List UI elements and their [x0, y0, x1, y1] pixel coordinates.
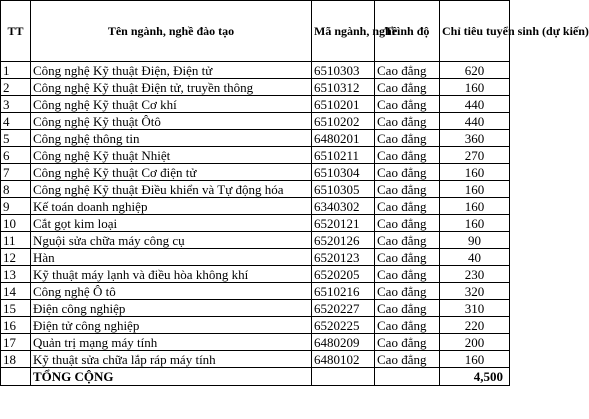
row-number: 12 — [1, 249, 31, 266]
enrollment-quota: 440 — [440, 96, 510, 113]
table-row — [1, 62, 510, 79]
program-name: Công nghệ Kỹ thuật Điện tử, truyền thông — [31, 79, 312, 96]
table-row — [1, 181, 510, 198]
row-number: 9 — [1, 198, 31, 215]
training-level: Cao đẳng — [375, 79, 440, 96]
training-level: Cao đẳng — [375, 62, 440, 79]
row-number: 2 — [1, 79, 31, 96]
program-code: 6510201 — [312, 96, 375, 113]
training-level: Cao đẳng — [375, 232, 440, 249]
enrollment-quota: 160 — [440, 198, 510, 215]
row-number: 14 — [1, 283, 31, 300]
table-row — [1, 283, 510, 300]
row-number: 10 — [1, 215, 31, 232]
total-quota: 4,500 — [440, 368, 510, 386]
enrollment-quota: 90 — [440, 232, 510, 249]
row-number: 15 — [1, 300, 31, 317]
table-row — [1, 266, 510, 283]
table-row — [1, 351, 510, 368]
program-name: Điện công nghiệp — [31, 300, 312, 317]
enrollment-quota: 160 — [440, 215, 510, 232]
program-code: 6340302 — [312, 198, 375, 215]
program-code: 6510303 — [312, 62, 375, 79]
program-code: 6520205 — [312, 266, 375, 283]
program-name: Công nghệ thông tin — [31, 130, 312, 147]
program-name: Quản trị mạng máy tính — [31, 334, 312, 351]
table-row — [1, 96, 510, 113]
header-row — [1, 1, 510, 62]
row-number: 3 — [1, 96, 31, 113]
row-number: 16 — [1, 317, 31, 334]
training-level: Cao đẳng — [375, 96, 440, 113]
table-row — [1, 249, 510, 266]
program-code: 6510216 — [312, 283, 375, 300]
enrollment-quota: 160 — [440, 164, 510, 181]
training-level: Cao đẳng — [375, 283, 440, 300]
program-name: Kỹ thuật máy lạnh và điều hòa không khí — [31, 266, 312, 283]
total-label: TỔNG CỘNG — [31, 368, 312, 386]
enrollment-quota: 320 — [440, 283, 510, 300]
header-program-code: Mã ngành, nghề — [312, 1, 375, 62]
header-quota: Chỉ tiêu tuyển sinh (dự kiến) — [440, 1, 510, 62]
training-level: Cao đẳng — [375, 164, 440, 181]
row-number: 17 — [1, 334, 31, 351]
training-level: Cao đẳng — [375, 249, 440, 266]
training-level: Cao đẳng — [375, 215, 440, 232]
program-code: 6510202 — [312, 113, 375, 130]
training-level: Cao đẳng — [375, 351, 440, 368]
program-name: Công nghệ Kỹ thuật Nhiệt — [31, 147, 312, 164]
training-level: Cao đẳng — [375, 130, 440, 147]
row-number: 11 — [1, 232, 31, 249]
row-number: 18 — [1, 351, 31, 368]
header-tt: TT — [1, 1, 31, 62]
program-name: Công nghệ Ô tô — [31, 283, 312, 300]
table-row — [1, 232, 510, 249]
table-row — [1, 113, 510, 130]
row-number: 4 — [1, 113, 31, 130]
program-name: Nguội sửa chữa máy công cụ — [31, 232, 312, 249]
row-number: 8 — [1, 181, 31, 198]
training-level: Cao đẳng — [375, 317, 440, 334]
training-level: Cao đẳng — [375, 198, 440, 215]
enrollment-quota: 200 — [440, 334, 510, 351]
total-tt-cell — [1, 368, 31, 386]
total-row — [1, 368, 510, 386]
enrollment-quota: 160 — [440, 79, 510, 96]
enrollment-quota: 310 — [440, 300, 510, 317]
program-code: 6520126 — [312, 232, 375, 249]
program-code: 6480102 — [312, 351, 375, 368]
program-code: 6510312 — [312, 79, 375, 96]
row-number: 5 — [1, 130, 31, 147]
program-code: 6510211 — [312, 147, 375, 164]
training-level: Cao đẳng — [375, 334, 440, 351]
table-row — [1, 79, 510, 96]
program-name: Điện tử công nghiệp — [31, 317, 312, 334]
table-row — [1, 164, 510, 181]
table-row — [1, 300, 510, 317]
program-code: 6510304 — [312, 164, 375, 181]
header-program-name: Tên ngành, nghề đào tạo — [31, 1, 312, 62]
program-code: 6520123 — [312, 249, 375, 266]
program-name: Cắt gọt kim loại — [31, 215, 312, 232]
program-code: 6520121 — [312, 215, 375, 232]
table-row — [1, 130, 510, 147]
table-row — [1, 215, 510, 232]
training-level: Cao đẳng — [375, 181, 440, 198]
training-level: Cao đẳng — [375, 266, 440, 283]
table-row — [1, 147, 510, 164]
program-name: Kế toán doanh nghiệp — [31, 198, 312, 215]
training-level: Cao đẳng — [375, 147, 440, 164]
enrollment-quota: 40 — [440, 249, 510, 266]
total-level-cell — [375, 368, 440, 386]
enrollment-quota: 440 — [440, 113, 510, 130]
table-row — [1, 334, 510, 351]
total-code-cell — [312, 368, 375, 386]
table-row — [1, 198, 510, 215]
enrollment-quota: 160 — [440, 181, 510, 198]
enrollment-quota: 230 — [440, 266, 510, 283]
program-name: Công nghệ Kỹ thuật Điện, Điện tử — [31, 62, 312, 79]
program-name: Công nghệ Kỹ thuật Cơ khí — [31, 96, 312, 113]
program-name: Hàn — [31, 249, 312, 266]
program-name: Công nghệ Kỹ thuật Cơ điện tử — [31, 164, 312, 181]
header-level: Trình độ — [375, 1, 440, 62]
program-name: Kỹ thuật sửa chữa lắp ráp máy tính — [31, 351, 312, 368]
enrollment-quota: 160 — [440, 351, 510, 368]
row-number: 1 — [1, 62, 31, 79]
program-code: 6520227 — [312, 300, 375, 317]
program-name: Công nghệ Kỹ thuật Ôtô — [31, 113, 312, 130]
program-code: 6480209 — [312, 334, 375, 351]
program-code: 6480201 — [312, 130, 375, 147]
program-code: 6510305 — [312, 181, 375, 198]
enrollment-quota: 360 — [440, 130, 510, 147]
row-number: 13 — [1, 266, 31, 283]
enrollment-quota: 620 — [440, 62, 510, 79]
program-name: Công nghệ Kỹ thuật Điều khiển và Tự động hóa — [31, 181, 312, 198]
table-row — [1, 317, 510, 334]
table-body — [1, 62, 510, 368]
enrollment-quota: 270 — [440, 147, 510, 164]
program-code: 6520225 — [312, 317, 375, 334]
row-number: 7 — [1, 164, 31, 181]
enrollment-quota: 220 — [440, 317, 510, 334]
row-number: 6 — [1, 147, 31, 164]
training-level: Cao đẳng — [375, 113, 440, 130]
training-level: Cao đẳng — [375, 300, 440, 317]
